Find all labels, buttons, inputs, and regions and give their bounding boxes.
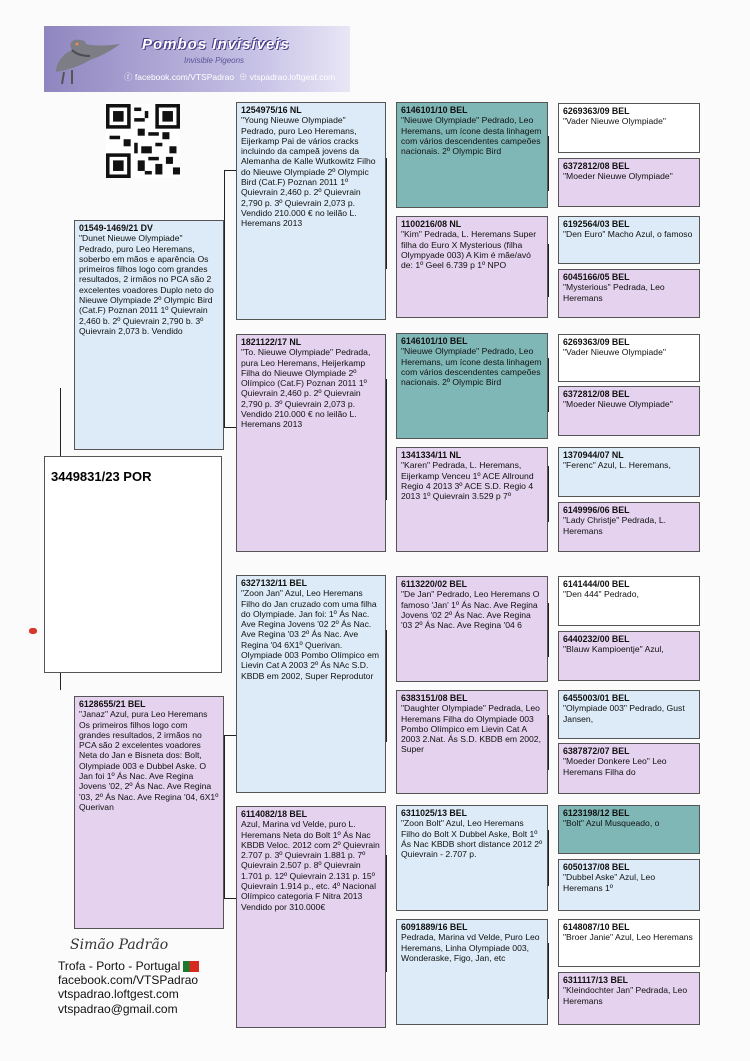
ancestor-ring: 6192564/03 BEL xyxy=(563,219,630,229)
grandparent-card[interactable] xyxy=(236,102,386,320)
sire-card[interactable] xyxy=(74,220,224,450)
ancestor-description: "Olympiade 003" Pedrado, Gust Jansen, xyxy=(563,703,685,724)
grandparent-description: "To. Nieuwe Olympiade" Pedrada, pura Leo Heremans, Heijerkamp Filha do Nieuwe Olympiade 2º Olímpico (Cat.F) Poznan 2011 1º Quievrain 2,460 p. 2º Quievrain 2,790 p. 3º Quievrain 2,073 p. Vendido 210.000 € no leilão L. Heremans 2013 xyxy=(241,347,371,430)
great-grandparent-description: "Zoon Bolt" Azul, Leo Heremans Filho do Bolt X Dubbel Aske, Bolt 1º Ás Nac KBDB short distance 2012 2º Quievrain - 2.707 p. xyxy=(401,818,543,860)
great-grandparent-description: "Daughter Olympiade" Pedrada, Leo Heremans Filha do Olympiade 003 Pombo Olímpico em Lievin Cat A 2003 2.Nat. Ás S.D. KBDB em 2002, Super xyxy=(401,703,541,755)
footer-site[interactable]: vtspadrao.loftgest.com xyxy=(58,987,179,1002)
qr-code[interactable] xyxy=(106,104,180,178)
grandparent-description: "Young Nieuwe Olympiade" Pedrado, puro Leo Heremans, Eijerkamp Pai de vários cracks incluindo da campeã jovens da Alemanha de Kalle Wutkowitz Filho do Nieuwe Olympiade 2º Olympic Bird (Cat.F) Poznan 2011 1º Quievrain 2,460 p. 2º Quievrain 2,790 p. 3º Quievrain 2,073 p. Vendido 210.000 € no leilão L. Heremans 2013 xyxy=(241,115,376,229)
great-grandparent-card[interactable] xyxy=(396,333,548,439)
header-facebook[interactable]: facebook.com/VTSPadrao xyxy=(134,72,235,82)
ancestor-card[interactable] xyxy=(558,502,700,552)
ancestor-ring: 6148087/10 BEL xyxy=(563,922,630,932)
footer-email[interactable]: vtspadrao@gmail.com xyxy=(58,1001,178,1016)
header-banner xyxy=(44,26,350,92)
great-grandparent-card[interactable] xyxy=(396,690,548,794)
ancestor-description: "Vader Nieuwe Olympiade" xyxy=(563,347,666,358)
connector-line xyxy=(548,466,549,522)
grandparent-ring: 6327132/11 BEL xyxy=(241,578,308,588)
ancestor-card[interactable] xyxy=(558,743,700,794)
connector-line xyxy=(548,603,549,657)
ancestor-card[interactable] xyxy=(558,334,700,382)
ancestor-description: "Bolt" Azul Musqueado, o xyxy=(563,818,660,829)
great-grandparent-description: "Karen" Pedrada, L. Heremans, Eijerkamp Venceu 1º ACE Allround Regio 4 2013 3º ACE S.D. Regio 4 2013 1º Quievrain 3.529 p 7º xyxy=(401,460,534,502)
ancestor-description: "Den 444" Pedrado, xyxy=(563,589,639,600)
grandparent-description: "Zoon Jan" Azul, Leo Heremans Filho do Jan cruzado com uma filha do Olympiade. Jan foi: 1º Ás Nac. Ave Regina Jovens '02 2º Ás Nac. Ave Regina '03 2º Ás Nac. Ave Regina '04 6X1º Querivan. Olympiade 003 Pombo Olímpico em Lievin Cat A 2003 2º Ás NAc S.D. KBDB em 2002, Super Reprodutor xyxy=(241,588,380,681)
connector-line xyxy=(548,244,549,297)
connector-line xyxy=(548,715,549,770)
ancestor-card[interactable] xyxy=(558,269,700,318)
ancestor-card[interactable] xyxy=(558,386,700,436)
ancestor-description: "Moeder Donkere Leo" Leo Heremans Filha do xyxy=(563,756,667,777)
ancestor-ring: 6311117/13 BEL xyxy=(563,975,629,985)
globe-icon: ⊕ xyxy=(236,72,248,82)
ancestor-description: "Blauw Kampioentje" Azul, xyxy=(563,644,664,655)
great-grandparent-card[interactable] xyxy=(396,447,548,552)
ancestor-card[interactable] xyxy=(558,631,700,681)
ancestor-ring: 6269363/09 BEL xyxy=(563,337,630,347)
connector-line xyxy=(224,735,236,736)
header-links xyxy=(124,71,335,83)
ancestor-description: "Dubbel Aske" Azul, Leo Heremans 1º xyxy=(563,872,656,893)
ancestor-description: "Broer Janie" Azul, Leo Heremans xyxy=(563,932,693,943)
connector-line xyxy=(386,158,387,269)
ancestor-description: "Den Euro" Macho Azul, o famoso xyxy=(563,229,693,240)
header-title: Pombos Invisíveis xyxy=(142,36,290,53)
ancestor-card[interactable] xyxy=(558,972,700,1025)
great-grandparent-description: "De Jan" Pedrado, Leo Heremans O famoso 'Jan' 1º Ás Nac. Ave Regina Jovens '02 2º Ás Nac. Ave Regina '03 2º Ás Nac. Ave Regina '04 6 xyxy=(401,589,540,631)
connector-line xyxy=(548,358,549,412)
ancestor-description: "Ferenc" Azul, L. Heremans, xyxy=(563,460,671,471)
connector-line xyxy=(548,943,549,999)
ancestor-ring: 6141444/00 BEL xyxy=(563,579,630,589)
sire-description: "Dunet Nieuwe Olympiade" Pedrado, puro Leo Heremans, soberbo em mãos e aparência Os primeiros filhos logo com grandes resultados, 2 irmãos no PCA são 2 excelentes voadores Duplo neto do Nieuwe Olympiade 2º Olympic Bird (Cat.F) Poznan 2011 1º Quievrain 2,460 b. 2º Quievrain 2,790 b. 3º Quievrain 2,073 b. Vendido xyxy=(79,233,214,336)
ancestor-description: "Moeder Nieuwe Olympiade" xyxy=(563,399,673,410)
location-line xyxy=(58,959,228,973)
great-grandparent-ring: 6146101/10 BEL xyxy=(401,105,468,115)
grandparent-card[interactable] xyxy=(236,334,386,552)
ancestor-card[interactable] xyxy=(558,447,700,497)
ancestor-ring: 6123198/12 BEL xyxy=(563,808,630,818)
great-grandparent-card[interactable] xyxy=(396,102,548,208)
ancestor-ring: 6050137/08 BEL xyxy=(563,862,630,872)
ancestor-card[interactable] xyxy=(558,216,700,264)
connector-line xyxy=(548,830,549,886)
great-grandparent-ring: 1341334/11 NL xyxy=(401,450,462,460)
connector-line xyxy=(224,427,236,428)
ancestor-ring: 6372812/08 BEL xyxy=(563,389,630,399)
connector-line xyxy=(386,379,387,500)
pigeon-logo-icon xyxy=(50,30,122,90)
great-grandparent-description: "Nieuwe Olympiade" Pedrado, Leo Heremans, um ícone desta linhagem com vários descendentes campeões nacionais. 2º Olympic Bird xyxy=(401,115,542,157)
ancestor-description: "Vader Nieuwe Olympiade" xyxy=(563,116,666,127)
footer-facebook[interactable]: facebook.com/VTSPadrao xyxy=(58,973,199,988)
great-grandparent-card[interactable] xyxy=(396,919,548,1025)
great-grandparent-ring: 6146101/10 BEL xyxy=(401,336,468,346)
ancestor-card[interactable] xyxy=(558,103,700,153)
great-grandparent-card[interactable] xyxy=(396,805,548,911)
great-grandparent-ring: 1100216/08 NL xyxy=(401,219,462,229)
grandparent-card[interactable] xyxy=(236,575,386,793)
subject-card[interactable] xyxy=(44,456,222,673)
grandparent-ring: 6114082/18 BEL xyxy=(241,809,308,819)
ancestor-card[interactable] xyxy=(558,919,700,967)
great-grandparent-card[interactable] xyxy=(396,216,548,318)
header-subtitle: Invisible Pigeons xyxy=(184,56,245,65)
connector-line xyxy=(386,630,387,742)
facebook-icon: ⓕ xyxy=(124,72,133,82)
red-mark xyxy=(29,628,37,634)
connector-line xyxy=(224,170,236,171)
ancestor-ring: 1370944/07 NL xyxy=(563,450,624,460)
ancestor-card[interactable] xyxy=(558,859,700,911)
grandparent-ring: 1254975/16 NL xyxy=(241,105,302,115)
great-grandparent-ring: 6383151/08 BEL xyxy=(401,693,468,703)
great-grandparent-description: "Kim" Pedrada, L. Heremans Super filha do Euro X Mysterious (filha Olympyade 003) A Kim é mãe/avó de: 1º Geel 6.739 p 1º NPO xyxy=(401,229,537,271)
connector-line xyxy=(548,136,549,191)
subject-ring: 3449831/23 POR xyxy=(51,469,152,484)
great-grandparent-description: Pedrada, Marina vd Velde, Puro Leo Heremans, Linha Olympiade 003, Wonderaske, Figo, Jan, etc xyxy=(401,932,540,963)
connector-line xyxy=(224,735,225,898)
ancestor-description: "Lady Christje" Pedrada, L. Heremans xyxy=(563,515,667,536)
ancestor-ring: 6455003/01 BEL xyxy=(563,693,630,703)
ancestor-description: "Mysterious" Pedrada, Leo Heremans xyxy=(563,282,665,303)
location-text: Trofa - Porto - Portugal xyxy=(58,959,181,973)
connector-line xyxy=(224,170,225,427)
header-site[interactable]: vtspadrao.loftgest.com xyxy=(249,72,336,82)
great-grandparent-ring: 6311025/13 BEL xyxy=(401,808,468,818)
ancestor-card[interactable] xyxy=(558,805,700,854)
grandparent-ring: 1821122/17 NL xyxy=(241,337,302,347)
grandparent-card[interactable] xyxy=(236,806,386,1028)
dam-ring: 6128655/21 BEL xyxy=(79,699,146,709)
great-grandparent-ring: 6113220/02 BEL xyxy=(401,579,468,589)
great-grandparent-ring: 6091889/16 BEL xyxy=(401,922,468,932)
ancestor-card[interactable] xyxy=(558,576,700,626)
great-grandparent-description: "Nieuwe Olympiade" Pedrado, Leo Heremans, um ícone desta linhagem com vários descendentes campeões nacionais. 2º Olympic Bird xyxy=(401,346,542,388)
connector-line xyxy=(224,898,236,899)
great-grandparent-card[interactable] xyxy=(396,576,548,682)
ancestor-ring: 6387872/07 BEL xyxy=(563,746,630,756)
ancestor-ring: 6045166/05 BEL xyxy=(563,272,630,282)
ancestor-description: "Moeder Nieuwe Olympiade" xyxy=(563,171,673,182)
ancestor-ring: 6269363/09 BEL xyxy=(563,106,630,116)
dam-description: "Janaz" Azul, pura Leo Heremans Os primeiros filhos logo com grandes resultados, 2 irmãos no PCA são 2 excelentes voadores Neta do Jan e Bisneta dos: Bolt, Olympiade 003 e Dubbel Aske. O Jan foi 1º Ás Nac. Ave Regina Jovens '02, 2º Ás Nac. Ave Regina '03, 2º Ás Nac. Ave Regina '04, 6X1º Querivan xyxy=(79,709,219,812)
connector-line xyxy=(386,855,387,972)
contact-block xyxy=(58,959,228,1016)
ancestor-ring: 6440232/00 BEL xyxy=(563,634,630,644)
ancestor-ring: 6149996/06 BEL xyxy=(563,505,630,515)
grandparent-description: Azul, Marina vd Velde, puro L. Heremans Neta do Bolt 1º Ás Nac KBDB Veloc. 2012 com 2º Quievrain 2.707 p. 3º Quievrain 1.881 p. 7º Quievrain 2.507 p. 8º Quievrain 1.701 p. 12º Quievrain 2.131 p. 15º Quievrain 1.914 p., etc. 4º Nacional Olímpico categoria F Nitra 2013 Vendido por 310.000€ xyxy=(241,819,380,912)
portugal-flag-icon xyxy=(183,961,199,972)
ancestor-card[interactable] xyxy=(558,690,700,739)
ancestor-ring: 6372812/08 BEL xyxy=(563,161,630,171)
dam-card[interactable] xyxy=(74,696,224,929)
ancestor-card[interactable] xyxy=(558,158,700,207)
signature: Simão Padrão xyxy=(70,937,169,953)
ancestor-description: "Kleindochter Jan" Pedrada, Leo Heremans xyxy=(563,985,688,1006)
sire-ring: 01549-1469/21 DV xyxy=(79,223,153,233)
